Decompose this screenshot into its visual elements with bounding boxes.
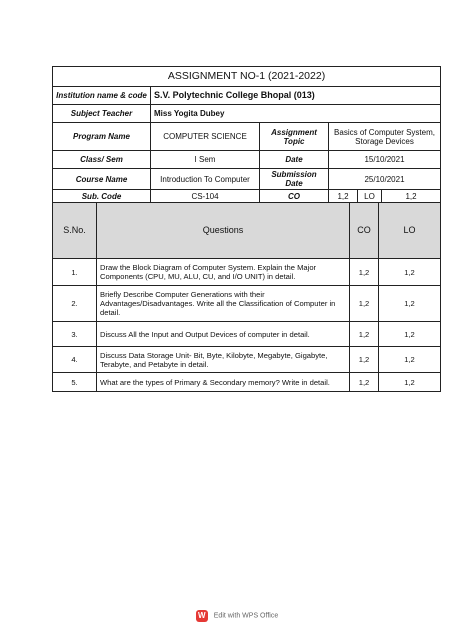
question-co: 1,2 (350, 286, 379, 322)
question-text: Draw the Block Diagram of Computer System. Explain the Major Components (CPU, MU, ALU, CU, and I/O UNIT) in detail. (97, 259, 350, 286)
co-label: CO (260, 190, 329, 203)
question-co: 1,2 (350, 347, 379, 373)
question-text: Briefly Describe Computer Generations with their Advantages/Disadvantages. Write all the Classification of Computer in detail. (97, 286, 350, 322)
table-row (53, 259, 441, 286)
subcode-value: CS-104 (151, 190, 260, 203)
submission-value: 25/10/2021 (329, 169, 441, 190)
class-value: I Sem (151, 151, 260, 169)
questions-header-row (53, 203, 441, 259)
question-lo: 1,2 (379, 347, 441, 373)
subcode-label: Sub. Code (53, 190, 151, 203)
topic-label: Assignment Topic (260, 123, 329, 151)
submission-label: Submission Date (260, 169, 329, 190)
institution-value: S.V. Polytechnic College Bhopal (013) (151, 87, 441, 105)
table-row (53, 322, 441, 347)
co-header: CO (350, 203, 379, 259)
table-row (53, 286, 441, 322)
lo-header: LO (379, 203, 441, 259)
question-sno: 5. (53, 373, 97, 392)
questions-table (52, 203, 441, 392)
course-label: Course Name (53, 169, 151, 190)
question-sno: 2. (53, 286, 97, 322)
wps-edit-link[interactable]: Edit with WPS Office (213, 612, 279, 620)
course-value: Introduction To Computer (151, 169, 260, 190)
table-row (53, 347, 441, 373)
assignment-sheet (52, 66, 440, 392)
question-sno: 3. (53, 322, 97, 347)
wps-footer[interactable] (0, 610, 474, 622)
teacher-label: Subject Teacher (53, 105, 151, 123)
question-lo: 1,2 (379, 322, 441, 347)
question-co: 1,2 (350, 322, 379, 347)
question-co: 1,2 (350, 259, 379, 286)
question-lo: 1,2 (379, 286, 441, 322)
date-label: Date (260, 151, 329, 169)
assignment-info-table (52, 66, 441, 203)
program-label: Program Name (53, 123, 151, 151)
question-text: Discuss Data Storage Unit- Bit, Byte, Kilobyte, Megabyte, Gigabyte, Terabyte, and Petabyte in detail. (97, 347, 350, 373)
assignment-title: ASSIGNMENT NO-1 (2021-2022) (53, 67, 441, 87)
wps-logo-icon: W (196, 610, 208, 622)
lo-label: LO (358, 190, 382, 203)
question-sno: 1. (53, 259, 97, 286)
table-row (53, 373, 441, 392)
question-co: 1,2 (350, 373, 379, 392)
topic-value: Basics of Computer System, Storage Devices (329, 123, 441, 151)
institution-label: Institution name & code (53, 87, 151, 105)
questions-header: Questions (97, 203, 350, 259)
lo-value: 1,2 (382, 190, 441, 203)
program-value: COMPUTER SCIENCE (151, 123, 260, 151)
co-value: 1,2 (329, 190, 358, 203)
teacher-value: Miss Yogita Dubey (151, 105, 441, 123)
question-sno: 4. (53, 347, 97, 373)
sno-header: S.No. (53, 203, 97, 259)
date-value: 15/10/2021 (329, 151, 441, 169)
question-lo: 1,2 (379, 259, 441, 286)
question-text: Discuss All the Input and Output Devices of computer in detail. (97, 322, 350, 347)
question-text: What are the types of Primary & Secondary memory? Write in detail. (97, 373, 350, 392)
question-lo: 1,2 (379, 373, 441, 392)
class-label: Class/ Sem (53, 151, 151, 169)
